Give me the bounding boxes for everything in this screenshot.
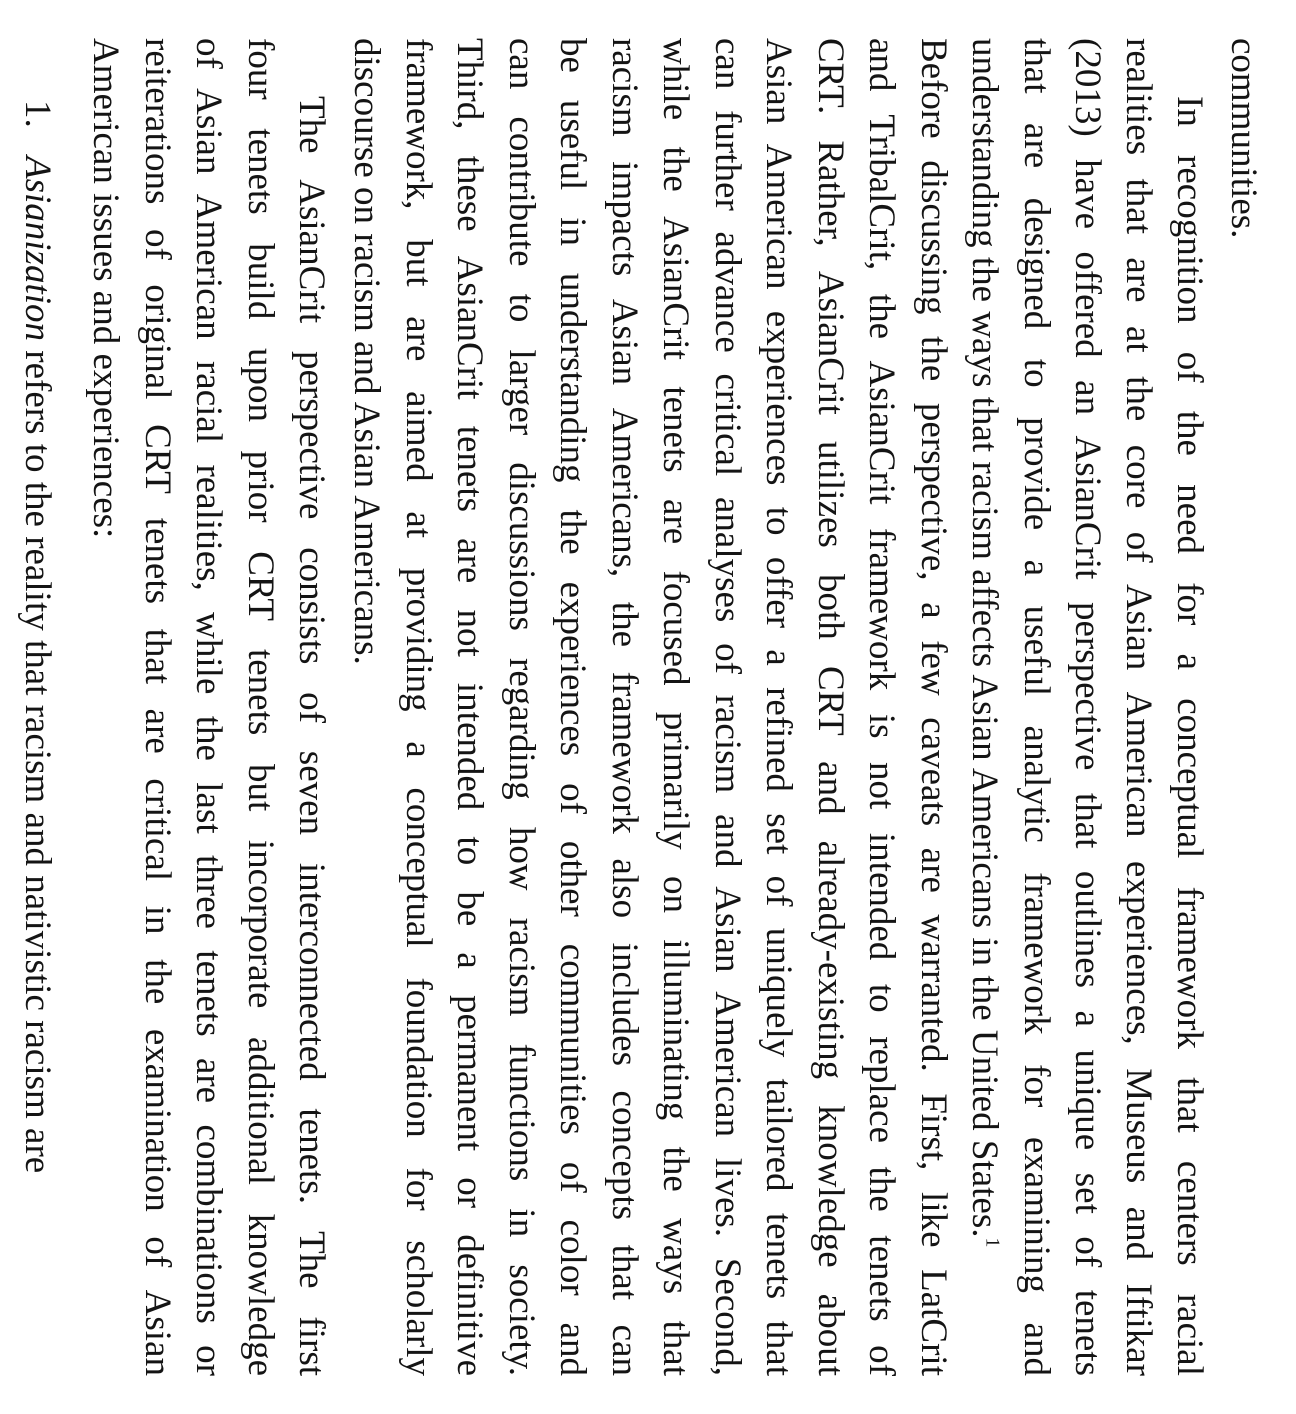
text-line: of Asian American racial realities, while the last three tenets are combinations or — [188, 38, 229, 1376]
text-line: communities. — [1223, 38, 1264, 239]
text-line: can further advance critical analyses of racism and Asian American lives. Second, — [707, 38, 748, 1376]
list-item — [19, 100, 56, 1376]
text-line: framework, but are aimed at providing a conceptual foundation for scholarly — [398, 38, 439, 1376]
text-line: while the AsianCrit tenets are focused primarily on illuminating the ways that — [655, 38, 696, 1376]
text-line — [966, 38, 1003, 1376]
footnote-marker: 1 — [981, 1237, 1004, 1248]
text-line: can contribute to larger discussions regarding how racism functions in society. — [501, 38, 542, 1376]
text-line: and TribalCrit, the AsianCrit framework is not intended to replace the tenets of — [861, 38, 902, 1376]
text-line: Before discussing the perspective, a few caveats are warranted. First, like LatCrit — [913, 38, 954, 1376]
text-line: four tenets build upon prior CRT tenets but incorporate additional knowledge — [240, 38, 281, 1376]
text-line: In recognition of the need for a conceptual framework that centers racial — [1169, 96, 1210, 1376]
text-line-content: understanding the ways that racism affects Asian Americans in the United States. — [964, 38, 1005, 1238]
text-line: reiterations of original CRT tenets that are critical in the examination of Asian — [137, 38, 178, 1376]
list-item-number: 1. — [17, 100, 58, 128]
list-item-text: refers to the reality that racism and nativistic racism are — [17, 350, 58, 1174]
text-line: that are designed to provide a useful analytic framework for examining and — [1016, 38, 1057, 1376]
list-item-term: Asianization — [17, 156, 58, 342]
text-line: be useful in understanding the experiences of other communities of color and — [552, 38, 593, 1376]
text-line: The AsianCrit perspective consists of seven interconnected tenets. The first — [291, 96, 332, 1376]
text-line: CRT. Rather, AsianCrit utilizes both CRT and already-existing knowledge about — [810, 38, 851, 1376]
text-line: realities that are at the core of Asian American experiences, Museus and Iftikar — [1118, 38, 1159, 1376]
text-line: American issues and experiences: — [85, 38, 126, 539]
text-line: Third, these AsianCrit tenets are not intended to be a permanent or definitive — [449, 38, 490, 1376]
text-line: discourse on racism and Asian Americans. — [346, 38, 387, 665]
text-line: (2013) have offered an AsianCrit perspective that outlines a unique set of tenets — [1067, 38, 1108, 1376]
text-line: racism impacts Asian Americans, the framework also includes concepts that can — [604, 38, 645, 1376]
text-line: Asian American experiences to offer a refined set of uniquely tailored tenets that — [758, 38, 799, 1376]
